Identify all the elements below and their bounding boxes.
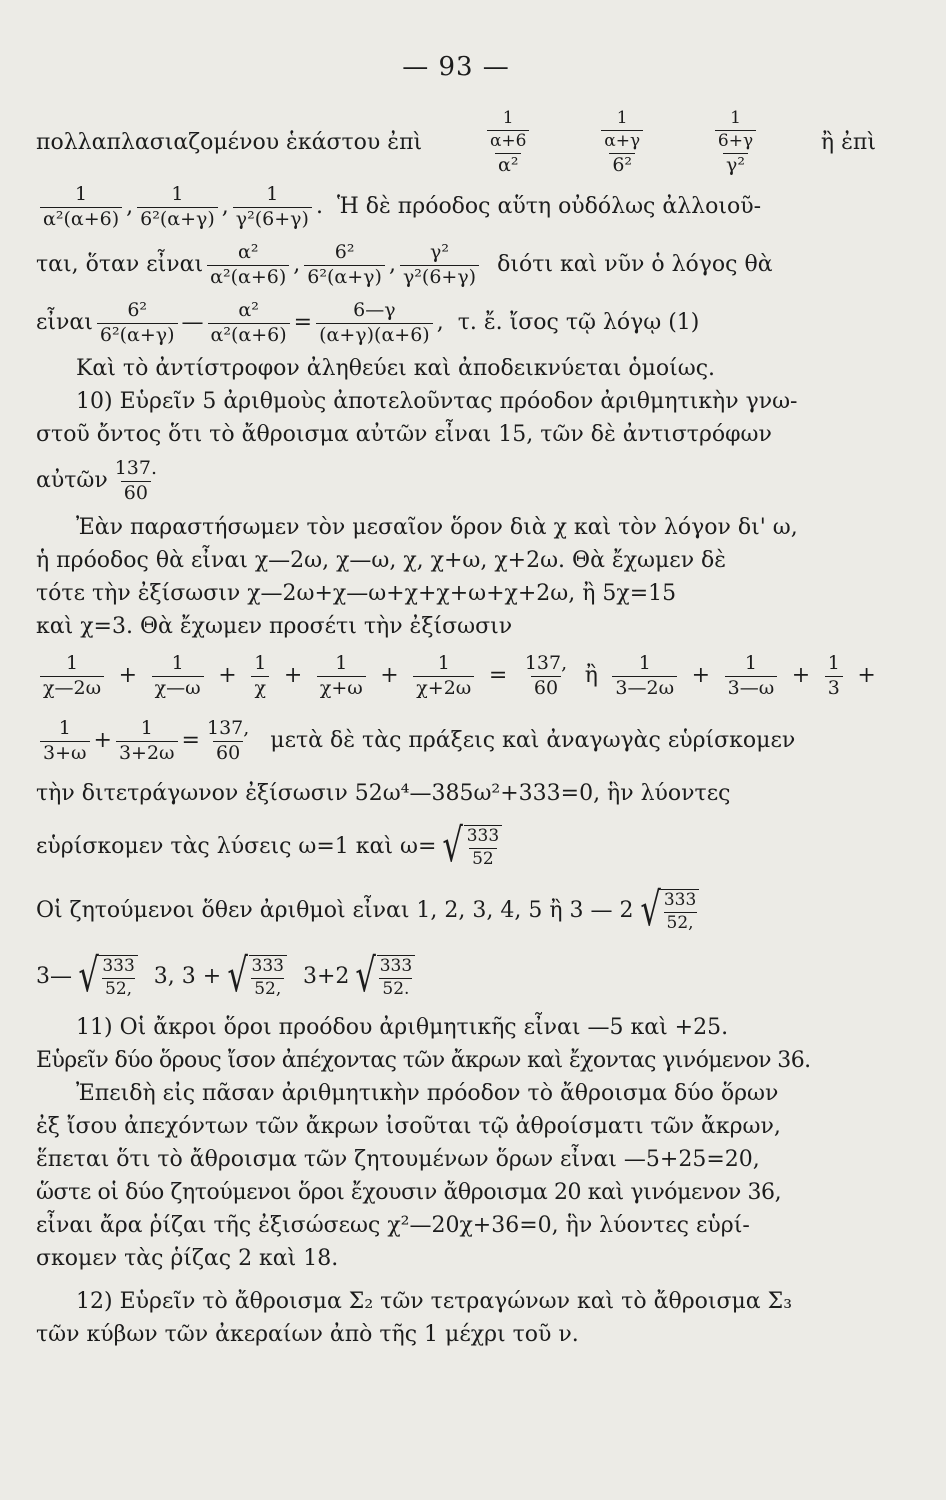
line-5 xyxy=(36,451,876,511)
eq2-term: $\frac{1}{3+\omega}$ xyxy=(40,719,90,764)
text-line: 10) Εὑρεῖν 5 ἀριθμοὺς ἀποτελοῦντας πρόοδον ἀριθμητικὴν γνω- xyxy=(76,389,798,414)
line-3-start: ται, ὅταν εἶναι xyxy=(36,251,204,277)
line-6-text: τὴν διτετράγωνον ἐξίσωσιν 52ω⁴—385ω²+333=0, ἣν λύοντες xyxy=(36,780,731,806)
equation-2: $\frac{1}{3+\omega}$ + $\frac{1}{3+2\omega}$ = $\frac{137,}{60}$ μετὰ δὲ τὰς πράξεις καὶ ἀναγωγὰς εὑρίσκομεν xyxy=(36,709,876,773)
fraction-l3-3: $\frac{\text{γ²}}{\text{γ²(6+γ)}}$ xyxy=(400,243,479,288)
text-line: ἡ πρόοδος θὰ εἶναι χ—2ω, χ—ω, χ, χ+ω, χ+2ω. Θὰ ἔχωμεν δὲ xyxy=(36,548,727,573)
eq1-term: $\frac{1}{\chi}$ xyxy=(251,654,269,699)
fraction-l4-3: $\frac{6—\gamma}{(\alpha+\gamma)(\alpha+6)}$ xyxy=(316,301,433,346)
text-line: 11) Οἱ ἄκροι ὅροι προόδου ἀριθμητικῆς εἶναι —5 καὶ +25. xyxy=(76,1015,729,1040)
eq1-term: $\frac{1}{\chi+2\omega}$ xyxy=(413,654,474,699)
text-line: Ἐὰν παραστήσωμεν τὸν μεσαῖον ὅρον διὰ χ καὶ τὸν λόγον δι' ω, xyxy=(76,515,798,540)
paragraph-2 xyxy=(36,511,876,643)
nested-fraction-2: $\frac{\frac{1}{\alpha+\gamma}}{\text{6²}}$ xyxy=(598,110,646,176)
line-8-text: Οἱ ζητούμενοι ὅθεν ἀριθμοὶ εἶναι 1, 2, 3, 4, 5 ἢ 3 — 2 xyxy=(36,897,634,923)
text-line: καὶ χ=3. Θὰ ἔχωμεν προσέτι τὴν ἐξίσωσιν xyxy=(36,614,513,639)
line-2: $\frac{1}{\text{α²(α+6)}}$ , $\frac{1}{\text{6²(α+γ)}}$ , $\frac{1}{\text{γ²(6+γ)}}$ . Ἡ δὲ πρόοδος αὕτη οὐδόλως ἀλλοιοῦ- xyxy=(36,178,876,236)
eq1-term: $\frac{1}{3}$ xyxy=(825,654,843,699)
nested-fraction-1: $\frac{\frac{1}{\alpha+6}}{\text{α²}}$ xyxy=(484,110,533,176)
line-3: ται, ὅταν εἶναι $\frac{\text{α²}}{\text{α²(α+6)}}$ , $\frac{\text{6²}}{\text{6²(α+γ)}}$ , $\frac{\text{γ²}}{\text{γ²(6+γ)}}$ διότι καὶ νῦν ὁ λόγος θὰ xyxy=(36,240,773,288)
eq1-result: $\frac{137,}{60}$ xyxy=(524,651,568,699)
eq1-term: $\frac{1}{\chi—2\omega}$ xyxy=(40,654,104,699)
line-1-text: πολλαπλασιαζομένου ἑκάστου ἐπὶ xyxy=(36,129,423,155)
line-4-start: εἶναι xyxy=(36,309,93,335)
page-number: — 93 — xyxy=(402,52,510,82)
text-line: 12) Εὑρεῖν τὸ ἄθροισμα Σ₂ τῶν τετραγώνων καὶ τὸ ἄθροισμα Σ₃ xyxy=(76,1289,793,1314)
fraction-l2-2: $\frac{1}{\text{6²(α+γ)}}$ xyxy=(137,185,218,230)
line-8 xyxy=(36,879,876,943)
fraction-l4-1: $\frac{\text{6²}}{\text{6²(α+γ)}}$ xyxy=(97,301,178,346)
fraction-l3-1: $\frac{\text{α²}}{\text{α²(α+6)}}$ xyxy=(207,243,289,288)
line-7 xyxy=(36,815,876,879)
fraction-l3-2: $\frac{\text{6²}}{\text{6²(α+γ)}}$ xyxy=(304,243,385,288)
equation-1: $\frac{1}{\chi—2\omega}$ + $\frac{1}{\chi—\omega}$ + $\frac{1}{\chi}$ + $\frac{1}{\chi+\omega}$ + $\frac{1}{\chi+2\omega}$ = $\frac{137,}{60}$ ἢ $\frac{1}{3—2\omega}$ + $\frac{1}{3—\omega}$ + $\frac{1}{3}$ + xyxy=(36,643,876,709)
fraction-137-60: $\frac{137.}{60}$ xyxy=(114,456,158,504)
sqrt-333-52: √ $\frac{333}{52.}$ xyxy=(351,955,415,999)
eq1-term: $\frac{1}{\chi—\omega}$ xyxy=(152,654,204,699)
fraction-l4-2: $\frac{\text{α²}}{\text{α²(α+6)}}$ xyxy=(208,301,290,346)
line-4-end: τ. ἔ. ἴσος τῷ λόγῳ (1) xyxy=(457,309,700,335)
eq1-term: $\frac{1}{3—\omega}$ xyxy=(725,654,778,699)
l9-c: 3+2 xyxy=(302,963,350,989)
eq2-text: μετὰ δὲ τὰς πράξεις καὶ ἀναγωγὰς εὑρίσκομεν xyxy=(270,727,796,753)
line-4: εἶναι $\frac{\text{6²}}{\text{6²(α+γ)}}$ — $\frac{\text{α²}}{\text{α²(α+6)}}$ = $\frac{6—\gamma}{(\alpha+\gamma)(\alpha+6)}$ , τ. ἔ. ἴσος τῷ λόγῳ (1) xyxy=(36,298,700,346)
eq2-term: $\frac{1}{3+2\omega}$ xyxy=(116,719,178,764)
fraction-l2-3: $\frac{1}{\text{γ²(6+γ)}}$ xyxy=(233,185,312,230)
text-line: εἶναι ἄρα ῥίζαι τῆς ἐξισώσεως χ²—20χ+36=0, ἣν λύοντες εὑρί- xyxy=(36,1213,750,1238)
text-line: Εὑρεῖν δύο ὅρους ἴσον ἀπέχοντας τῶν ἄκρων καὶ ἔχοντας γινόμενον 36. xyxy=(36,1048,811,1073)
line-6 xyxy=(36,773,876,815)
text-line: ὥστε οἱ δύο ζητούμενοι ὅροι ἔχουσιν ἄθροισμα 20 καὶ γινόμενον 36, xyxy=(36,1180,782,1205)
sqrt-333-52: √ $\frac{333}{52,}$ xyxy=(223,955,287,999)
line-7-text: εὑρίσκομεν τὰς λύσεις ω=1 καὶ ω= xyxy=(36,833,437,859)
text-line: τῶν κύβων τῶν ἀκεραίων ἀπὸ τῆς 1 μέχρι τοῦ ν. xyxy=(36,1322,579,1347)
line-5-text: αὐτῶν xyxy=(36,467,108,493)
eq1-or: ἢ xyxy=(584,662,598,688)
line-2-text: Ἡ δὲ πρόοδος αὕτη οὐδόλως ἀλλοιοῦ- xyxy=(336,193,762,219)
l9-b: 3, 3 + xyxy=(153,963,222,989)
nested-fraction-3: $\frac{\frac{1}{6+\gamma}}{\text{γ²}}$ xyxy=(712,110,759,176)
sqrt-333-52: √ $\frac{333}{52,}$ xyxy=(74,955,138,999)
text-line: Ἐπειδὴ εἰς πᾶσαν ἀριθμητικὴν πρόοδον τὸ ἄθροισμα δύο ὅρων xyxy=(76,1081,779,1106)
line-1 xyxy=(36,108,876,178)
paragraph-3 xyxy=(36,1011,876,1275)
sqrt-333-52: √ $\frac{333}{52}$ xyxy=(438,825,502,869)
text-line: Καὶ τὸ ἀντίστροφον ἀληθεύει καὶ ἀποδεικνύεται ὁμοίως. xyxy=(76,356,716,381)
text-line: στοῦ ὄντος ὅτι τὸ ἄθροισμα αὐτῶν εἶναι 15, τῶν δὲ ἀντιστρόφων xyxy=(36,422,772,447)
sqrt-333-52: √ $\frac{333}{52,}$ xyxy=(636,889,700,933)
text-line: σκομεν τὰς ῥίζας 2 καὶ 18. xyxy=(36,1246,339,1271)
l9-a: 3— xyxy=(36,963,72,989)
text-line: τότε τὴν ἐξίσωσιν χ—2ω+χ—ω+χ+χ+ω+χ+2ω, ἢ 5χ=15 xyxy=(36,581,677,606)
line-3-end: διότι καὶ νῦν ὁ λόγος θὰ xyxy=(497,251,773,277)
paragraph-4 xyxy=(36,1285,876,1351)
line-1-end: ἢ ἐπὶ xyxy=(820,129,876,155)
eq2-result: $\frac{137,}{60}$ xyxy=(206,716,250,764)
text-line: ἐξ ἴσου ἀπεχόντων τῶν ἄκρων ἰσοῦται τῷ ἀθροίσματι τῶν ἄκρων, xyxy=(36,1114,781,1139)
line-9 xyxy=(36,943,876,1011)
paragraph-1 xyxy=(36,352,876,451)
eq1-term: $\frac{1}{\chi+\omega}$ xyxy=(317,654,366,699)
text-line: ἕπεται ὅτι τὸ ἄθροισμα τῶν ζητουμένων ὅρων εἶναι —5+25=20, xyxy=(36,1147,760,1172)
eq1-term: $\frac{1}{3—2\omega}$ xyxy=(612,654,677,699)
fraction-l2-1: $\frac{1}{\text{α²(α+6)}}$ xyxy=(40,185,122,230)
